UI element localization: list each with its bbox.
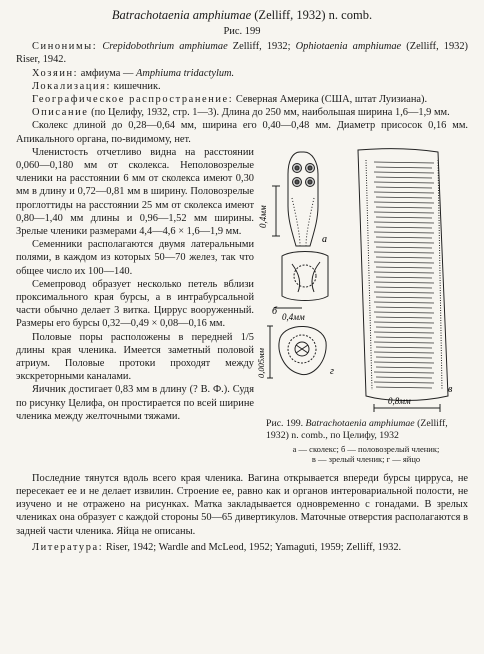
- uterus-rung: [376, 277, 432, 278]
- synonyms-label: Синонимы:: [32, 41, 98, 53]
- vitellaria-paragraph: Последние тянутся вдоль всего края членика. Вагина открывается впереди бурсы цирруса, не пересекает ее и не делает извилин. Строение ее, равно как и органов интеровариальной полости, не изучено и не отражено на рисунках. Матка закладывается одновременно с гонадами. В зрелых члениках она образует с каждой стороны 50—65 дивертикулов. Маточные отверстия располагаются в задней части членика. Яйца не описаны.: [16, 472, 468, 537]
- uterus-rung: [374, 332, 434, 333]
- scolex-paragraph: Сколекс длиной до 0,28—0,64 мм, ширина его 0,40—0,48 мм. Диаметр присосок 0,16 мм. Апикального органа, по-видимому, нет.: [16, 120, 468, 145]
- uterus-rung: [374, 272, 434, 273]
- uterus-rung: [376, 287, 432, 288]
- species-name: Batrachotaenia amphiumae: [111, 8, 252, 22]
- uterus-rung: [374, 342, 434, 343]
- uterus-rung: [376, 327, 432, 328]
- geography-paragraph: [16, 93, 468, 106]
- uterus-rung: [376, 267, 432, 268]
- uterus-rung: [376, 257, 432, 258]
- two-column-block: [16, 146, 468, 472]
- page: [16, 8, 468, 554]
- mature-segment-drawing: [274, 251, 328, 308]
- uterus-rung: [374, 282, 434, 283]
- uterus-rung: [374, 382, 434, 383]
- pores-paragraph: Половые поры расположены в передней 1/5 длины края членика. Имеется заметный половой атриум. Половые протоки проходят между экскреторными каналами.: [16, 331, 254, 383]
- synonym-1: Crepidobothrium amphiumae: [102, 41, 228, 53]
- uterus-rung: [374, 202, 434, 203]
- uterus-rung: [374, 252, 434, 253]
- uterus-rung: [376, 307, 432, 308]
- uterus-rung: [374, 352, 434, 353]
- figure-199: [256, 146, 468, 476]
- figure-drawing: [256, 146, 468, 416]
- uterus-rung: [374, 232, 434, 233]
- host-label: Хозяин:: [32, 67, 79, 79]
- uterus-rung: [376, 337, 432, 338]
- scale-b-text: 0,4мм: [282, 311, 305, 322]
- uterus-rung: [376, 207, 432, 208]
- uterus-rung: [376, 367, 432, 368]
- literature-paragraph: [16, 541, 468, 554]
- uterus-rung: [376, 387, 432, 388]
- label-g: г: [330, 365, 334, 377]
- label-b: б: [272, 305, 278, 317]
- localization-paragraph: [16, 80, 468, 93]
- uterus-rung: [376, 217, 432, 218]
- synonym-2: Ophiotaenia amphiumae: [295, 41, 402, 53]
- uterus-rung: [376, 237, 432, 238]
- uterus-rung: [374, 262, 434, 263]
- uterus-rung: [374, 292, 434, 293]
- uterus-rung: [374, 172, 434, 173]
- uterus-rung: [374, 372, 434, 373]
- uterus-rung: [374, 242, 434, 243]
- figure-reference: Рис. 199: [223, 26, 261, 37]
- synonym-2-author: (Zelliff, 1932) Riser, 1942.: [16, 41, 469, 66]
- uterus-diverticula: [374, 162, 434, 388]
- uterus-rung: [374, 192, 434, 193]
- uterus-rung: [374, 322, 434, 323]
- figure-legend-1: а — сколекс; б — половозрелый членик;: [292, 443, 440, 454]
- figure-caption: [266, 418, 466, 464]
- host-latin: Amphiuma tridactylum.: [136, 67, 235, 79]
- uterus-rung: [376, 227, 432, 228]
- species-author: (Zelliff, 1932) n. comb.: [254, 8, 373, 22]
- host-value: амфиума —: [80, 67, 134, 79]
- species-title: [16, 8, 468, 23]
- caption-rest: (Zelliff, 1932) n. comb., по Целифу, 1932: [266, 417, 448, 441]
- uterus-rung: [376, 297, 432, 298]
- figure-legend-2: в — зрелый членик; г — яйцо: [311, 453, 421, 464]
- uterus-rung: [374, 162, 434, 163]
- localization-label: Локализация:: [32, 80, 112, 92]
- uterus-rung: [376, 247, 432, 248]
- uterus-rung: [376, 167, 432, 168]
- geography-value: Северная Америка (США, штат Луизиана).: [235, 94, 428, 106]
- host-paragraph: [16, 67, 468, 80]
- geography-label: Географическое распространение:: [32, 94, 234, 106]
- literature-label: Литература:: [32, 541, 104, 553]
- description-label: Описание: [32, 107, 89, 119]
- testes-paragraph: Семенники располагаются двумя латеральными полями, в каждом из которых 50—70 желез, так что общее число их 100—140.: [16, 239, 254, 277]
- scolex-drawing: [272, 152, 318, 246]
- synonym-1-author: Zelliff, 1932;: [232, 41, 291, 53]
- localization-value: кишечник.: [113, 80, 161, 92]
- uterus-rung: [376, 177, 432, 178]
- description-paragraph: [16, 106, 468, 119]
- caption-species: Batrachotaenia amphiumae: [305, 417, 415, 429]
- scale-v-text: 0,8мм: [388, 395, 411, 406]
- uterus-rung: [376, 197, 432, 198]
- literature-text: Riser, 1942; Wardle and McLeod, 1952; Yamaguti, 1959; Zelliff, 1932.: [105, 541, 402, 553]
- scale-g-text: 0,005мм: [256, 347, 266, 378]
- uterus-rung: [376, 357, 432, 358]
- caption-prefix: Рис. 199.: [266, 417, 304, 429]
- uterus-rung: [376, 377, 432, 378]
- uterus-rung: [376, 347, 432, 348]
- uterus-rung: [374, 312, 434, 313]
- uterus-rung: [376, 187, 432, 188]
- label-v: в: [448, 383, 453, 395]
- description-text: (по Целифу, 1932, стр. 1—3). Длина до 250 мм, наибольшая ширина 1,6—1,9 мм.: [91, 107, 450, 119]
- uterus-rung: [374, 302, 434, 303]
- ovary-paragraph: Яичник достигает 0,83 мм в длину (? В. Ф.). Судя по рисунку Целифа, он простирается по всей ширине членика между желточными тяжами.: [16, 384, 254, 422]
- egg-drawing: [267, 326, 326, 378]
- vasdeferens-paragraph: Семепровод образует несколько петель вблизи проксимального края бурсы, а в интрабурсальной части обычно делает 3 витка. Циррус вооруженный. Размеры его бурсы 0,32—0,49 × 0,08—0,16 мм.: [16, 278, 254, 330]
- left-text-column: [16, 146, 254, 423]
- segments-paragraph: Членистость отчетливо видна на расстоянии 0,060—0,180 мм от сколекса. Неполовозрелые членики на расстоянии 6 мм от сколекса имеют 0,30 мм в длину и 0,72—0,81 мм в ширину. Половозрелые проглоттиды на расстоянии 25 мм от сколекса имеют 0,80—1,40 мм длины и 0,96—1,52 мм ширины. Зрелые членики размерами 4,4—4,6 × 1,6—1,9 мм.: [16, 146, 254, 238]
- synonyms-paragraph: [16, 40, 468, 66]
- uterus-rung: [374, 362, 434, 363]
- scale-a-text: 0,4мм: [258, 205, 268, 228]
- uterus-rung: [374, 182, 434, 183]
- uterus-rung: [376, 317, 432, 318]
- uterus-rung: [374, 222, 434, 223]
- label-a: а: [322, 233, 327, 245]
- uterus-rung: [374, 212, 434, 213]
